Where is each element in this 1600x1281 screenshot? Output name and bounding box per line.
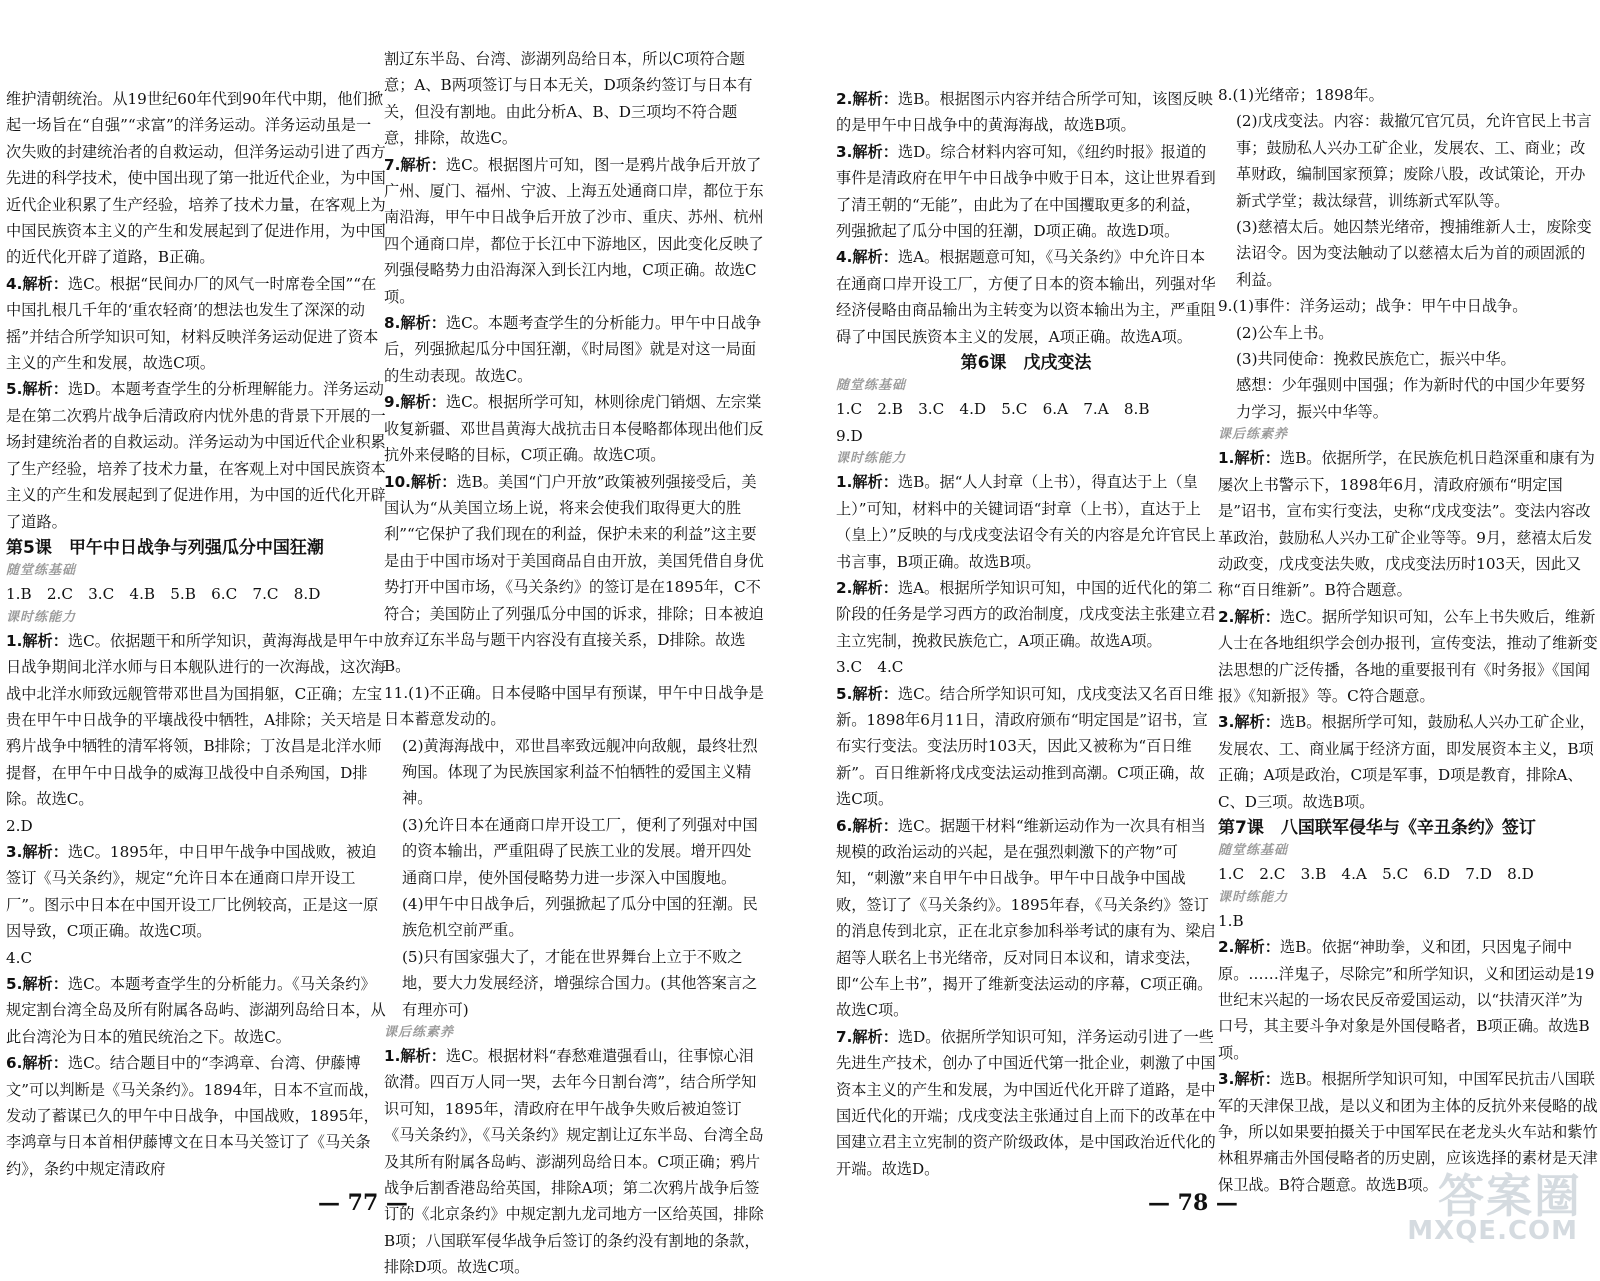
subsection-label: 课时练能力 (6, 609, 77, 625)
answer-label: 2.解析： (836, 578, 898, 597)
answer-paragraph (836, 86, 1216, 139)
answer-text: 感想：少年强则中国强；作为新时代的中国少年要努力学习，振兴中华等。 (1236, 376, 1586, 421)
answer-label: 10.解析： (384, 472, 457, 491)
answer-text: 选D。本题考查学生的分析理解能力。洋务运动是在第二次鸦片战争后清政府内忧外患的背景下开展的一场封建统治者的自救运动。洋务运动为中国近代企业积累了生产经验，培养了技术力量，在客观上对中国民族资本主义的产生和发展起到了促进作用，为中国的近代化开辟了道路。 (6, 380, 386, 531)
answer-text: 选C。依据题干和所学知识，黄海海战是甲午中日战争期间北洋水师与日本舰队进行的一次海战，这次海战中北洋水师致远舰管带邓世昌为国捐躯，C正确；左宝贵在甲午中日战争的平壤战役中牺牲，A排除；关天培是鸦片战争中牺牲的清军将领，B排除；丁汝昌是北洋水师提督，在甲午中日战争的威海卫战役中自杀殉国，D排除。故选C。 (6, 631, 386, 809)
column-4 (1218, 82, 1598, 1198)
answer-line (836, 423, 1216, 449)
answer-text: 1.B 2.C 3.C 4.B 5.B 6.C 7.C 8.D (6, 585, 321, 604)
answer-label: 4.解析： (836, 248, 898, 267)
answer-paragraph (6, 86, 386, 271)
answer-text: 选D。综合材料内容可知，《纽约时报》报道的事件是清政府在甲午中日战争中败于日本，这让世界看到了清王朝的“无能”，由此为了在中国攫取更多的利益，列强掀起了瓜分中国的狂潮，D项正确。故选D项。 (836, 142, 1216, 241)
watermark-top-text: 答案圈 (1438, 1169, 1582, 1223)
watermark-bottom-text: MXQE.COM (1407, 1216, 1578, 1246)
answer-text: 选C。本题考查学生的分析能力。甲午中日战争后，列强掀起瓜分中国狂潮，《时局图》就是对这一局面的生动表现。故选C。 (384, 314, 762, 385)
answer-text: 4.C (6, 948, 33, 967)
answer-text: (2)戊戌变法。内容：裁撤冗官冗员，允许官民上书言事；鼓励私人兴办工矿企业，发展农、工、商业；改革财政，编制国家预算；废除八股，改试策论，开办新式学堂；裁汰绿营，训练新式军队等。 (1236, 112, 1592, 210)
answer-label: 5.解析： (836, 684, 898, 703)
answer-paragraph (1218, 293, 1598, 319)
answer-text: 选A。根据题意可知，《马关条约》中允许日本在通商口岸开设工厂，方便了日本的资本输出，列强对华经济侵略由商品输出为主转变为以资本输出为主，严重阻碍了中国民族资本主义的发展，A项正确。故选A项。 (836, 248, 1216, 346)
answer-text: 选B。依据“神助拳，义和团，只因鬼子闹中原。……洋鬼子，尽除完”和所学知识，义和团运动是19世纪末兴起的一场农民反帝爱国运动，以“扶清灭洋”为口号，其主要斗争对象是外国侵略者，B项正确。故选B项。 (1218, 938, 1595, 1062)
answer-text: 3.C 4.C (836, 658, 904, 677)
answer-paragraph (836, 469, 1216, 575)
answer-paragraph (6, 971, 386, 1050)
answer-line (6, 581, 386, 607)
answer-text: 11.(1)不正确。日本侵略中国早有预谋，甲午中日战争是日本蓄意发动的。 (384, 683, 764, 729)
answer-paragraph (384, 944, 764, 1023)
answer-label: 3.解析： (6, 842, 68, 861)
section-heading: 第5课 甲午中日战争与列强瓜分中国狂潮 (6, 537, 324, 558)
answer-paragraph (1218, 372, 1598, 425)
answer-label: 7.解析： (836, 1027, 898, 1046)
section-heading: 第6课 戊戌变法 (960, 353, 1092, 374)
page-number-left: — 77 — (318, 1190, 408, 1216)
answer-text: 选C。结合题目中的“李鸿章、台湾、伊藤博文”可以判断是《马关条约》。1894年，日本不宣而战，发动了蓄谋已久的甲午中日战争，中国战败，1895年，李鸿章与日本首相伊藤博文在日本马关签订了《马关条约》，条约中规定清政府 (6, 1054, 379, 1178)
answer-label: 5.解析： (6, 975, 68, 993)
answer-line (6, 813, 386, 839)
answer-text: 选B。据“人人封章（上书），得直达于上（皇上）”可知，材料中的关键词语“封章（上书），直达于上（皇上）”反映的与戊戌变法诏令有关的内容是允许官民上书言事，B项正确。故选B项。 (836, 473, 1216, 571)
subsection-label: 随堂练基础 (1218, 843, 1289, 859)
subsection-label: 课后练素养 (384, 1025, 455, 1041)
answer-paragraph (6, 628, 386, 813)
answer-line (836, 654, 1216, 680)
answer-paragraph (384, 733, 764, 812)
answer-text: 选B。美国“门户开放”政策被列强接受后，美国认为“从美国立场上说，将来会使我们取得更大的胜利”“它保护了我们现在的利益，保护未来的利益”这主要是由于中国市场对于美国商品自由开放，美国凭借自身优势打开中国市场，《马关条约》的签订是在1895年，C不符合；美国防止了列强瓜分中国的诉求，排除；日本被迫放弃辽东半岛与题干内容没有直接关系，D排除。故选B。 (384, 472, 764, 676)
answer-text: 选C。据题干材料“维新运动作为一次具有相当规模的政治运动的兴起，是在强烈刺激下的产物”可知，“刺激”来自甲午中日战争。甲午中日战争中国战败，签订了《马关条约》。1895年春，《马关条约》签订的消息传到北京，正在北京参加科举考试的康有为、梁启超等人联名上书光绪帝，反对同日本议和，请求变法，即“公车上书”，揭开了维新变法运动的序幕，C项正确。故选C项。 (836, 816, 1216, 1020)
answer-text: 选C。根据图片可知，图一是鸦片战争后开放了广州、厦门、福州、宁波、上海五处通商口岸，都位于东南沿海，甲午中日战争后开放了沙市、重庆、苏州、杭州四个通商口岸，都位于长江中下游地区，因此变化反映了列强侵略势力由沿海深入到长江内地，C项正确。故选C项。 (384, 155, 764, 306)
answer-text: 2.D (6, 816, 33, 835)
answer-paragraph (836, 681, 1216, 813)
answer-text: 1.C 2.C 3.B 4.A 5.C 6.D 7.D 8.D (1218, 865, 1534, 884)
answer-label: 1.解析： (1218, 449, 1280, 468)
answer-label: 3.解析： (836, 142, 898, 161)
section-heading: 第7课 八国联军侵华与《辛丑条约》签订 (1218, 817, 1536, 838)
answer-text: 选A。根据所学知识可知，中国的近代化的第二阶段的任务是学习西方的政治制度，戊戌变法主张建立君主立宪制，挽救民族危亡，A项正确。故选A项。 (836, 578, 1216, 650)
answer-text: 选B。根据图示内容并结合所学可知，该图反映的是甲午中日战争中的黄海海战，故选B项。 (836, 90, 1213, 135)
answer-paragraph (1218, 346, 1598, 372)
answer-text: 选C。根据材料“春愁难遣强看山，往事惊心泪欲潸。四百万人同一哭，去年今日割台湾”，结合所学知识可知，1895年，清政府在甲午战争失败后被迫签订《马关条约》，《马关条约》规定割让辽东半岛、台湾全岛及其所有附属各岛屿、澎湖列岛给日本。C项正确；鸦片战争后割香港岛给英国，排除A项；第二次鸦片战争后签订的《北京条约》中规定割九龙司地方一区给英国，排除B项；八国联军侵华战争后签订的条约没有割地的条款，排除D项。故选C项。 (384, 1047, 764, 1277)
answer-label: 5.解析： (6, 380, 68, 399)
answer-text: 选B。根据所学可知，鼓励私人兴办工矿企业，发展农、工、商业属于经济方面，即发展资本主义，B项正确；A项是政治，C项是军事，D项是教育，排除A、C、D三项。故选B项。 (1218, 713, 1595, 811)
answer-text: 9.D (836, 426, 863, 445)
answer-paragraph (1218, 709, 1598, 815)
answer-paragraph (384, 891, 764, 944)
answer-label: 4.解析： (6, 274, 68, 293)
answer-text: 选C。根据“民间办厂的风气一时席卷全国”“在中国扎根几千年的‘重农轻商’的想法也发生了深深的动摇”并结合所学知识可知，材料反映洋务运动促进了资本主义的产生和发展，故选C项。 (6, 274, 379, 373)
answer-paragraph (6, 1050, 386, 1182)
answer-text: 选C。据所学知识可知，公车上书失败后，维新人士在各地组织学会创办报刊，宣传变法，推动了维新变法思想的广泛传播，各地的重要报刊有《时务报》《国闻报》《知新报》等。C符合题意。 (1218, 607, 1598, 705)
answer-paragraph (1218, 214, 1598, 293)
answer-label: 9.解析： (384, 393, 446, 412)
answer-paragraph (836, 244, 1216, 350)
answer-paragraph (836, 1024, 1216, 1182)
answer-line (1218, 908, 1598, 934)
column-1 (6, 86, 386, 1182)
answer-label: 2.解析： (1218, 938, 1280, 957)
answer-paragraph (384, 310, 764, 389)
answer-label: 3.解析： (1218, 713, 1280, 732)
answer-paragraph (1218, 934, 1598, 1066)
answer-text: 选C。本题考查学生的分析能力。《马关条约》规定割台湾全岛及所有附属各岛屿、澎湖列岛给日本，从此台湾沦为日本的殖民统治之下。故选C。 (6, 975, 386, 1046)
column-2 (384, 46, 764, 1281)
answer-text: 选D。依据所学知识可知，洋务运动引进了一些先进生产技术，创办了中国近代第一批企业，刺激了中国资本主义的产生和发展，为中国近代化开辟了道路，是中国近代化的开端；戊戌变法主张通过自上而下的改革在中国建立君主立宪制的资产阶级政体，是中国政治近代化的开端。故选D。 (836, 1027, 1216, 1178)
answer-text: (4)甲午中日战争后，列强掀起了瓜分中国的狂潮。民族危机空前严重。 (402, 895, 758, 940)
answer-paragraph (384, 680, 764, 733)
answer-paragraph (1218, 445, 1598, 603)
answer-label: 1.解析： (384, 1047, 446, 1066)
answer-paragraph (384, 389, 764, 468)
answer-label: 7.解析： (384, 155, 446, 174)
answer-text: 9.(1)事件：洋务运动；战争：甲午中日战争。 (1218, 297, 1528, 316)
answer-label: 2.解析： (836, 90, 898, 108)
answer-label: 2.解析： (1218, 607, 1280, 626)
answer-text: 割辽东半岛、台湾、澎湖列岛给日本，所以C项符合题意；A、B两项签订与日本无关，D项条约签订与日本有关，但没有割地。由此分析A、B、D三项均不符合题意，排除，故选C。 (384, 50, 753, 148)
answer-paragraph (1218, 320, 1598, 346)
answer-paragraph (384, 469, 764, 680)
answer-text: 选C。根据所学可知，林则徐虎门销烟、左宗棠收复新疆、邓世昌黄海大战抗击日本侵略都体现出他们反抗外来侵略的目标，C项正确。故选C项。 (384, 393, 764, 465)
answer-text: (3)慈禧太后。她囚禁光绪帝，搜捕维新人士，废除变法诏令。因为变法触动了以慈禧太后为首的顽固派的利益。 (1236, 218, 1592, 289)
page-number-right: — 78 — (1148, 1190, 1238, 1216)
answer-text: (3)共同使命：挽救民族危亡，振兴中华。 (1236, 350, 1516, 369)
answer-paragraph (1218, 108, 1598, 214)
answer-paragraph (1218, 604, 1598, 710)
subsection-label: 课时练能力 (1218, 889, 1289, 905)
answer-text: 1.B (1218, 911, 1244, 930)
answer-text: 1.C 2.B 3.C 4.D 5.C 6.A 7.A 8.B (836, 400, 1150, 419)
answer-label: 8.解析： (384, 314, 446, 333)
answer-text: (2)黄海海战中，邓世昌率致远舰冲向敌舰，最终壮烈殉国。体现了为民族国家利益不怕牺牲的爱国主义精神。 (402, 736, 758, 808)
answer-paragraph (384, 812, 764, 891)
answer-paragraph (836, 575, 1216, 654)
answer-text: 维护清朝统治。从19世纪60年代到90年代中期，他们掀起一场旨在“自强”“求富”的洋务运动。洋务运动虽是一次失败的封建统治者的自救运动，但洋务运动引进了西方先进的科学技术，使中国出现了第一批近代企业，为中国近代企业积累了生产经验，培养了技术力量，在客观上为中国民族资本主义的产生和发展起到了促进作用，为中国的近代化开辟了道路，B正确。 (6, 90, 386, 267)
answer-text: 选C。结合所学知识可知，戊戌变法又名百日维新。1898年6月11日，清政府颁布“明定国是”诏书，宣布实行变法。变法历时103天，因此又被称为“百日维新”。百日维新将戊戌变法运动推到高潮。C项正确，故选C项。 (836, 684, 1214, 809)
answer-text: 选B。根据所学知识可知，中国军民抗击八国联军的天津保卫战，是以义和团为主体的反抗外来侵略的战争，所以如果要拍摄关于中国军民在老龙头火车站和紫竹林租界痛击外国侵略者的历史剧，应该选择的素材是天津保卫战。B符合题意。故选B项。 (1218, 1070, 1598, 1194)
watermark-logo (1342, 1160, 1582, 1250)
answer-text: (2)公车上书。 (1236, 323, 1334, 342)
subsection-label: 课后练素养 (1218, 427, 1289, 443)
answer-label: 6.解析： (836, 816, 898, 835)
answer-paragraph (384, 1043, 764, 1281)
answer-line (6, 945, 386, 971)
answer-paragraph (836, 813, 1216, 1024)
answer-text: (3)允许日本在通商口岸开设工厂，便利了列强对中国的资本输出，严重阻碍了民族工业的发展。增开四处通商口岸，使外国侵略势力进一步深入中国腹地。 (402, 815, 758, 887)
answer-label: 1.解析： (6, 631, 68, 650)
answer-label: 3.解析： (1218, 1070, 1280, 1089)
answer-label: 1.解析： (836, 473, 898, 492)
answer-paragraph (836, 139, 1216, 245)
answer-paragraph (6, 839, 386, 945)
column-3 (836, 86, 1216, 1182)
answer-label: 6.解析： (6, 1054, 68, 1073)
subsection-label: 随堂练基础 (6, 563, 77, 579)
answer-paragraph (6, 376, 386, 534)
answer-text: 8.(1)光绪帝；1898年。 (1218, 86, 1384, 104)
subsection-label: 课时练能力 (836, 451, 907, 467)
answer-line (836, 396, 1216, 422)
answer-text: (5)只有国家强大了，才能在世界舞台上立于不败之地，要大力发展经济，增强综合国力。(其他答案言之有理亦可) (402, 947, 758, 1019)
answer-paragraph (6, 271, 386, 377)
answer-line (1218, 861, 1598, 887)
answer-text: 选C。1895年，中日甲午战争中国战败，被迫签订《马关条约》，规定“允许日本在通商口岸开设工厂”。图示中日本在中国开设工厂比例较高，正是这一原因导致，C项正确。故选C项。 (6, 842, 379, 941)
answer-paragraph (384, 46, 764, 152)
subsection-label: 随堂练基础 (836, 378, 907, 394)
answer-paragraph (384, 152, 764, 310)
answer-text: 选B。依据所学，在民族危机日趋深重和康有为屡次上书警示下，1898年6月，清政府颁布“明定国是”诏书，宣布实行变法，史称“戊戌变法”。变法内容改革政治，鼓励私人兴办工矿企业等等。9月，慈禧太后发动政变，戊戌变法失败，戊戌变法历时103天，因此又称“百日维新”。B符合题意。 (1218, 449, 1595, 600)
answer-paragraph (1218, 82, 1598, 108)
